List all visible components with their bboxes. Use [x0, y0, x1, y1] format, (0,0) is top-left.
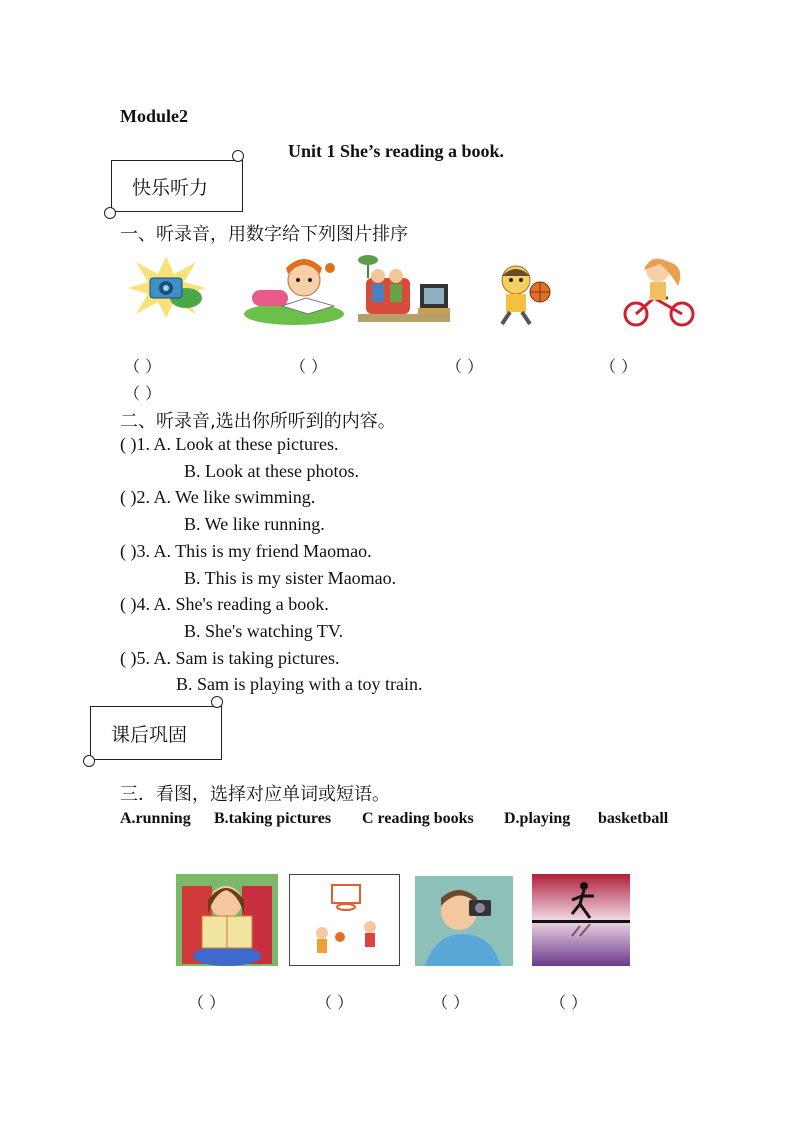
- scroll-curl-icon: [232, 150, 244, 162]
- reading-girl-icon: [176, 874, 278, 966]
- answer-paren[interactable]: （ ）: [550, 993, 588, 1012]
- section-label-listen: [111, 160, 243, 212]
- q2-item-2-a: ( )2. A. We like swimming.: [120, 487, 316, 507]
- q2-title: 二、听录音,选出你所听到的内容。: [120, 411, 396, 432]
- q2-item-2-b: B. We like running.: [184, 514, 325, 534]
- choice-reading-books: C reading books: [362, 810, 474, 827]
- answer-paren[interactable]: （ ）: [188, 993, 226, 1012]
- q2-item-3-b: B. This is my sister Maomao.: [184, 568, 397, 588]
- photographer-icon: [415, 876, 513, 966]
- answer-paren[interactable]: （ ）: [124, 384, 162, 403]
- runner-silhouette-icon: [532, 874, 630, 966]
- module-title: Module2: [120, 106, 189, 126]
- answer-paren[interactable]: （ ）: [600, 357, 638, 376]
- section-label-review-text: 课后巩固: [111, 723, 188, 746]
- camera-icon: [126, 254, 208, 320]
- q2-item-5-b: B. Sam is playing with a toy train.: [176, 674, 423, 694]
- q2-item-1-b: B. Look at these photos.: [184, 461, 359, 481]
- q2-item-1-a: ( )1. A. Look at these pictures.: [120, 434, 339, 454]
- answer-paren[interactable]: （ ）: [316, 993, 354, 1012]
- family-tv-icon: [354, 254, 454, 326]
- choice-taking-pictures: B.taking pictures: [214, 810, 332, 827]
- basketball-kids-icon: [289, 874, 400, 966]
- scroll-curl-icon: [104, 207, 116, 219]
- q2-item-4-b: B. She's watching TV.: [184, 621, 344, 641]
- girl-bicycle-icon: [620, 256, 698, 328]
- answer-paren[interactable]: （ ）: [290, 357, 328, 376]
- girl-reading-icon: [242, 254, 346, 326]
- answer-paren[interactable]: （ ）: [432, 993, 470, 1012]
- boy-basketball-icon: [490, 262, 556, 326]
- q3-title: 三．看图，选择对应单词或短语。: [120, 784, 390, 805]
- scroll-curl-icon: [211, 696, 223, 708]
- q2-item-3-a: ( )3. A. This is my friend Maomao.: [120, 541, 372, 561]
- choice-basketball: basketball: [598, 810, 669, 827]
- q3-choices: [0, 810, 794, 832]
- q2-item-5-a: ( )5. A. Sam is taking pictures.: [120, 648, 340, 668]
- section-label-listen-text: 快乐听力: [132, 176, 209, 199]
- scroll-curl-icon: [83, 755, 95, 767]
- q1-title: 一、听录音，用数字给下列图片排序: [120, 224, 408, 245]
- choice-playing: D.playing: [504, 810, 571, 827]
- unit-title: Unit 1 She’s reading a book.: [288, 141, 505, 161]
- q2-item-4-a: ( )4. A. She's reading a book.: [120, 594, 329, 614]
- choice-running: A.running: [120, 810, 191, 827]
- answer-paren[interactable]: （ ）: [446, 357, 484, 376]
- section-label-review: [90, 706, 222, 760]
- answer-paren[interactable]: （ ）: [124, 357, 162, 376]
